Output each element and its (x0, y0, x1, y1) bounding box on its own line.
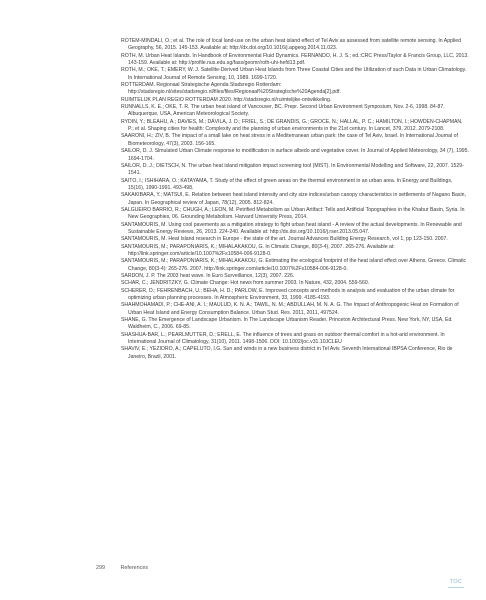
reference-entry: RYDIN, Y.; BLEAHU, A.; DAVIES, M.; DÁVILA, J. D.; FRIEL, S.; DE GRANDIS, G.; GROCE, N.; HALLAL, P. C.; HAMILTON, I.; HOWDEN-CHAPMAN, P.; et al. Shaping cities for health: Complexity and the planning of urban environments in the 21st century. In Lancet, 379, 2012. 2079-2108. (121, 118, 463, 133)
toc-underline (448, 587, 464, 588)
reference-entry: SAILOR, D. J. Simulated Urban Climate response to modification in surface albedo and vegetative cover. In Journal of Applied Meteorology, 34 (7), 1995. 1694-1704. (121, 148, 469, 162)
section-name: References (120, 565, 149, 571)
reference-entry: SCHAR, C.; JENDRITZKY, G. Climate Change: Hot news from summer 2003. In Nature, 432, 2004. 559-560. (121, 280, 370, 287)
toc-label[interactable]: TOC (449, 579, 463, 585)
reference-entry: ROTH, M.; OKE, T.; EMERY, W. J. Satellite-Derived Urban Heat Islands from Three Coastal Cities and the Utilization of such Data in Urban Climatology. In International Journal of Remote Sensing, 10, 1989. 1699-1720. (121, 67, 467, 81)
reference-entry: SHAHMOHAMADI, P.; CHE-ANI, A. I.; MAULUD, K. N. A.; TAWIL, N. M.; ABDULLAH, M. N. A. G. The Impact of Anthropogenic Heat on Formation of Urban Heat Island and Energy Consumption Balance. Urban Stud. Res. 2011, 2011, 497524. (121, 302, 459, 316)
reference-entry: SAARONI, H.; ZIV, B. The impact of a small lake on heat stress in a Mediterranean urban park: the case of Tel Aviv, Israel. In International Journal of Biometeorology, 47(3), 2003. 156-165. (121, 133, 458, 147)
page-footer (96, 565, 148, 571)
reference-entry: SAKAKIBARA, Y.; MATSUI, E. Relation between heat island intensity and city size indices/urban canopy characteristics in settlements of Nagano Basin, Japan. In Geographical review of Japan, 78(12), 2005. 812-824. (121, 192, 466, 206)
reference-entry: SANTAMOURIS, M. Using cool pavements as a mitigation strategy to fight urban heat island - A review of the actual developments. In Renewable and Sustainable Energy Reviews, 26, 2013. 224-240. Available at: http://dx.doi.org/10.1016/j.rser.2013.05.047. (121, 221, 462, 235)
reference-list (121, 38, 469, 361)
reference-entry: SANTAMOURIS, M. Heat Island research in Europe - the state of the art. Journal Advances Building Energy Research, vol 1, pp 123-150. 2007. (121, 236, 448, 243)
toc-link[interactable] (448, 579, 464, 588)
page-number: 299 (96, 565, 105, 571)
reference-entry: ROTTERDAM. Regionaal Strategische Agenda Stadsregio Rotterdam: http://stadsregio.nl/sites/stadsregio.nl/files/files/Regionaal%20Strategische%20Agenda[2].pdf. (121, 82, 341, 96)
reference-entry: SHANE, G. The Emergence of Landscape Urbanism. In The Landscape Urbanism Reader. Princeton Architectural Press. New York, NY, USA, Ed. Waldheim, C., 2006. 69-85. (121, 317, 453, 331)
reference-entry: SHAVIV, E.; YEZIORO, A.; CAPELUTO, I.G. Sun and winds in a new business district in Tel Aviv. Seventh International IBPSA Conference, Rio de Janeiro, Brazil, 2001. (121, 346, 453, 360)
reference-entry: RUNNALLS, K. E.; OKE, T. R. The urban heat island of Vancouver, BC. Prepr. Second Urban Environment Symposium, Nov. 2-6, 1998. 84-87. Albuquerque, USA, American Meteorological Society. (121, 104, 445, 118)
reference-entry: SANTAMOURIS, M.; PARAPONIARIS, K.; MIHALAKAKOU, G. In Climatic Change, 80(3-4), 2007. 265-276. Available at: http://link.springer.com/article/10.1007%2Fs10584-006-9128-0. (121, 243, 395, 257)
reference-entry: SANTAMOURIS, M.; PARAPONIARIS, K.; MIHALAKAKOU, G. Estimating the ecological footprint of the heat island effect over Athens, Greece. Climatic Change, 80(3-4): 265-276. 2007. http://link.springer.com/article/10.1007%2Fs10584-006-9128-0. (121, 258, 467, 272)
reference-entry: SCHERER, D.; FEHRENBACH, U.; BEHA, H. D.; PARLOW, E. Improved concepts and methods in analysis and evaluation of the urban climate for optimizing urban planning processes. In Atmospheric Environment, 33, 1999. 4185-4193. (121, 287, 455, 302)
reference-entry: RUIMTELIJK PLAN REGIO ROTTERDAM 2020. http://stadsregio.nl/ruimtelijke-ontwikkeling. (121, 96, 332, 103)
reference-entry: SAILOR, D. J.; DIETSCH, N. The urban heat island mitigation impact screening tool (MIST). In Environmental Modelling and Software, 22, 2007. 1529-1541. (121, 162, 464, 177)
reference-entry: SARDON, J. P. The 2003 heat wave. In Euro Surveillance, 12(3), 2007. 226. (121, 273, 295, 279)
reference-entry: SAITO, I.; ISHIHARA, O.; KATAYAMA, T. Study of the effect of green areas on the thermal environment in an urban area. In Energy and Buildings, 15(16), 1990-1991. 493-498. (121, 177, 453, 191)
reference-entry: SHASHUA-BAR, L.; PEARLMUTTER, D.; ERELL, E. The influence of trees and grass on outdoor thermal comfort in a hot-arid environment. In International Journal of Climatology, 31(10), 2011. 1498-1506. DOI: 10.1002/joc.v31.10JCLEU (121, 331, 445, 346)
reference-entry: SALGUEIRO BARRIO, R.; CHUGH, A.; LEON, M. Petrified Metabolism as Urban Artifact: Tells and Artificial Topographies in the Khabur Basin, Syria. In New Geographies, 06. Grounding Metabolism. Harvard University Press, 2014. (121, 206, 465, 221)
reference-entry: ROTH, M. Urban Heat Islands. In Handbook of Environmental Fluid Dynamics. FERNANDO, H. J. S.; ed.:CRC Press/Taylor & Francis Group, LLC, 2013. 143-159. Available at: http://profile.nus.edu.sg/fass/geomr/roth-uhi-hefd13.pdf. (121, 52, 469, 67)
reference-entry: ROTEM-MINDALI, O.; et al. The role of local land-use on the urban heat island effect of Tel Aviv as assessed from satellite remote sensing. In Applied Geography, 56, 2015. 145-153. Available at: http://dx.doi.org/10.1016/j.apgeog.2014.11.023. (121, 38, 461, 52)
